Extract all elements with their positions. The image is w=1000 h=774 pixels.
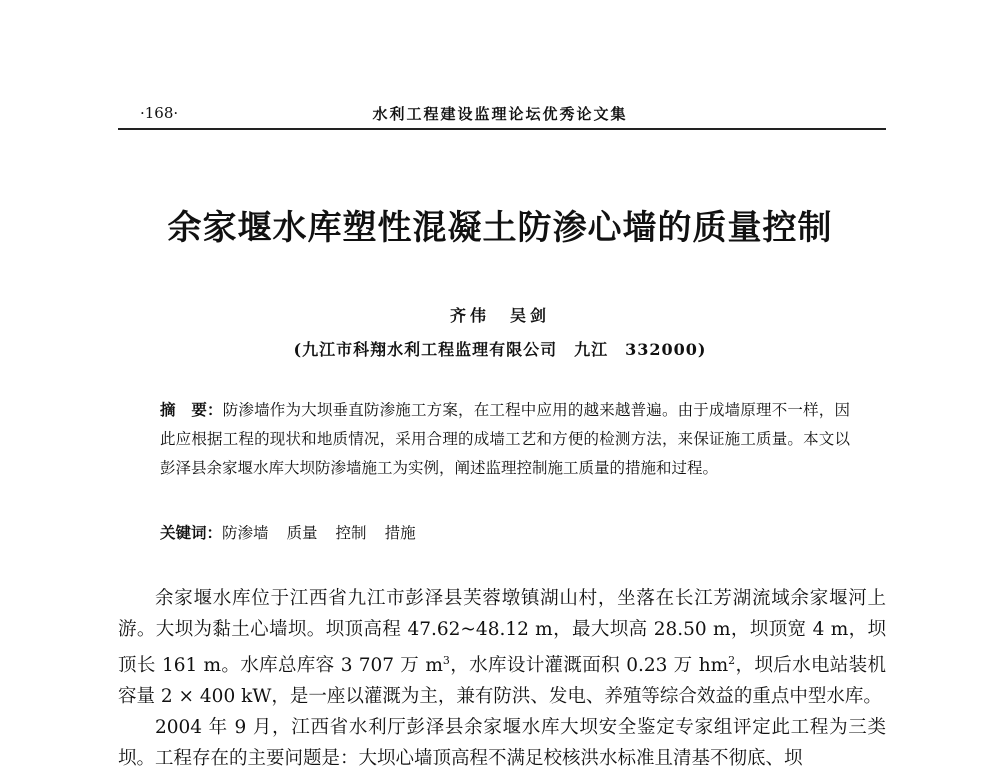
keywords-label: 关键词： [160,524,223,542]
superscript: 2 [728,654,736,667]
paragraph: 2004 年 9 月，江西省水利厅彭泽县余家堰水库大坝安全鉴定专家组评定此工程为三类坝。工程存在的主要问题是：大坝心墙顶高程不满足校核洪水标准且清基不彻底、坝 [118,717,886,770]
running-header: 水利工程建设监理论坛优秀论文集 [372,105,628,123]
text: ，水库设计灌溉面积 0.23 万 hm [449,655,729,677]
abstract-label: 摘 要： [160,401,223,419]
keywords [160,521,434,543]
page-number: ·168· [140,104,179,122]
header-rule [118,128,886,130]
paragraph [118,583,886,712]
affiliation: (九江市科翔水利工程监理有限公司 九江 332000) [293,340,707,359]
keyword: 质量 [286,524,318,542]
text: ，坝后水电站装机容量 2 × 400 kW，是一座以灌溉为主，兼有防洪、发电、养殖等综合效益的重点中型水库。 [118,655,886,708]
text: 余家堰水库位于江西省九江市彭泽县芙蓉墩镇湖山村，坐落在长江芳湖流域余家堰河上游。大坝为黏土心墙坝。坝顶高程 47.62~48.12 m，最大坝高 28.50 m，坝顶宽 4 m，坝顶长 161 m。水库总库容 3 707 万 m [118,588,886,677]
keyword: 防渗墙 [222,524,269,542]
body-text [118,583,886,774]
superscript: 3 [442,654,450,667]
abstract-text: 防渗墙作为大坝垂直防渗施工方案，在工程中应用的越来越普遍。由于成墙原理不一样，因此应根据工程的现状和地质情况，采用合理的成墙工艺和方便的检测方法，来保证施工质量。本文以彭泽县余家堰水库大坝防渗墙施工为实例，阐述监理控制施工质量的措施和过程。 [160,401,850,477]
abstract [160,396,850,483]
keyword: 控制 [335,524,367,542]
authors: 齐伟 吴剑 [449,306,550,325]
paper-title: 余家堰水库塑性混凝土防渗心墙的质量控制 [167,208,833,248]
keyword: 措施 [384,524,416,542]
